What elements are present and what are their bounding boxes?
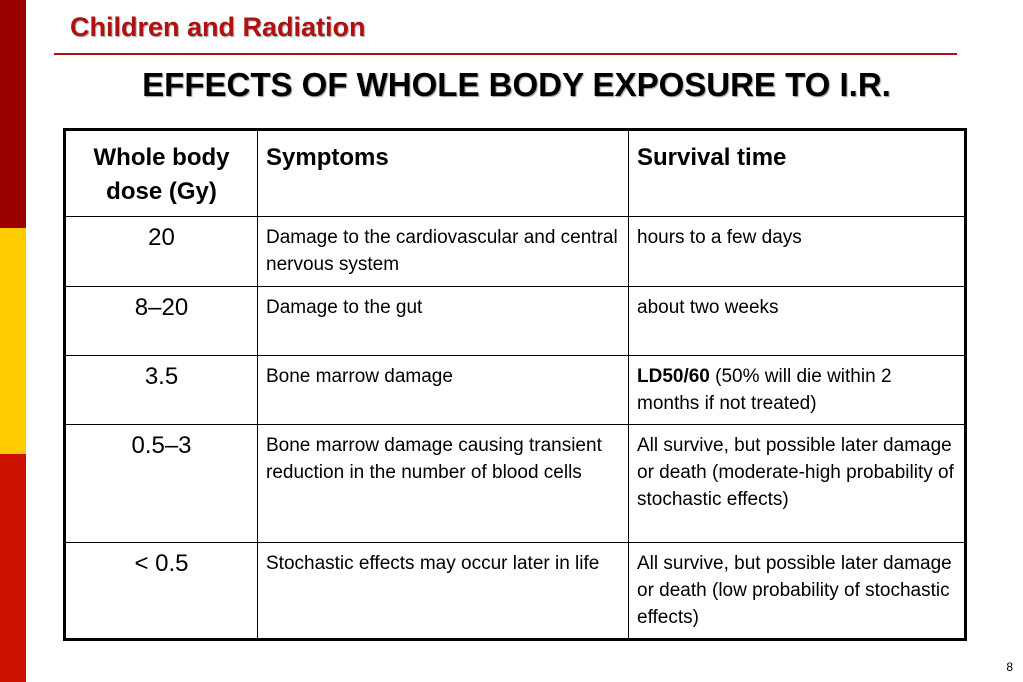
symptoms-cell: Damage to the gut	[258, 287, 629, 356]
symptoms-cell: Damage to the cardiovascular and central nervous system	[258, 217, 629, 287]
survival-cell	[629, 356, 966, 425]
table-row	[65, 217, 966, 287]
dose-cell: < 0.5	[65, 543, 258, 640]
header-divider	[54, 53, 957, 55]
symptoms-cell: Bone marrow damage causing transient reduction in the number of blood cells	[258, 425, 629, 543]
table-row	[65, 356, 966, 425]
survival-cell: hours to a few days	[629, 217, 966, 287]
header-title: Children and Radiation	[70, 12, 366, 42]
side-bar-bottom	[0, 454, 26, 682]
header-survival: Survival time	[629, 130, 966, 217]
ld50-label: LD50/60	[637, 366, 710, 387]
survival-note: (50% will die within 2 months if not treated)	[637, 366, 892, 414]
side-bar-top	[0, 0, 26, 228]
side-bar-middle	[0, 228, 26, 454]
symptoms-cell: Stochastic effects may occur later in life	[258, 543, 629, 640]
slide-title: EFFECTS OF WHOLE BODY EXPOSURE TO I.R.	[142, 66, 891, 103]
effects-table	[63, 128, 967, 641]
header-symptoms: Symptoms	[258, 130, 629, 217]
survival-cell: All survive, but possible later damage or death (moderate-high probability of stochastic effects)	[629, 425, 966, 543]
page-number: 8	[1006, 660, 1013, 674]
dose-cell: 0.5–3	[65, 425, 258, 543]
dose-cell: 8–20	[65, 287, 258, 356]
table-row	[65, 543, 966, 640]
table-row	[65, 287, 966, 356]
table-header-row	[65, 130, 966, 217]
dose-cell: 20	[65, 217, 258, 287]
table-row	[65, 425, 966, 543]
dose-cell: 3.5	[65, 356, 258, 425]
symptoms-cell: Bone marrow damage	[258, 356, 629, 425]
survival-cell: All survive, but possible later damage or death (low probability of stochastic effects)	[629, 543, 966, 640]
header-dose: Whole body dose (Gy)	[65, 130, 258, 217]
survival-cell: about two weeks	[629, 287, 966, 356]
